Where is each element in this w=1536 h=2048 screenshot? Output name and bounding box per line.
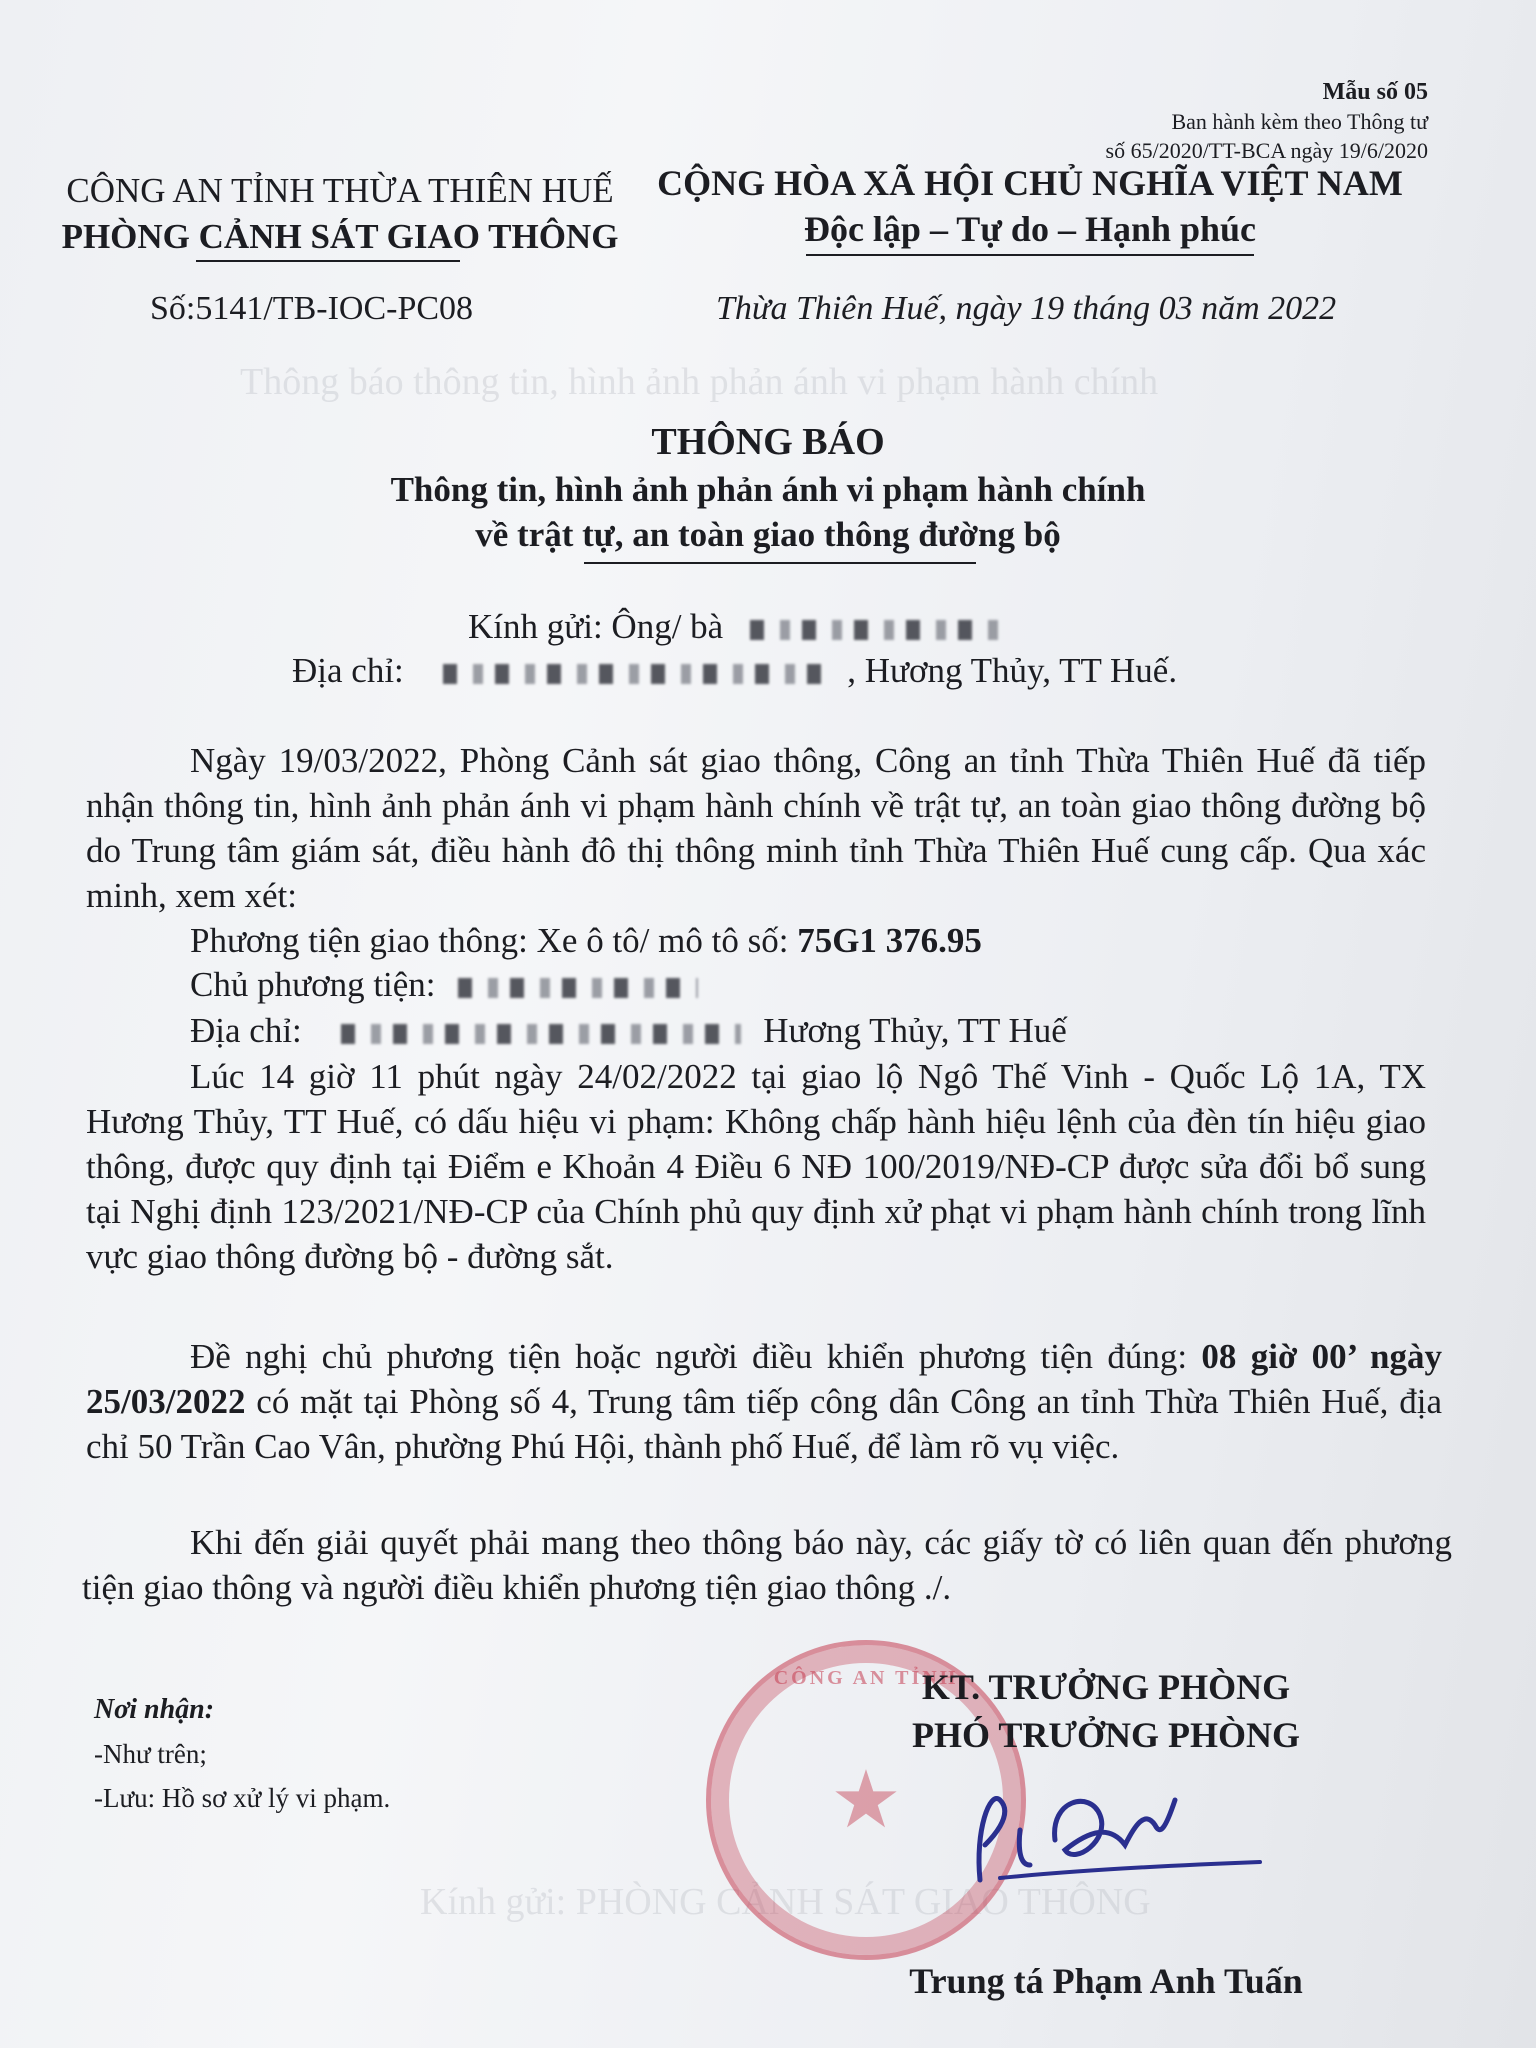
- signer-title-1: KT. TRƯỞNG PHÒNG: [921, 1667, 1291, 1707]
- document-number: Số:5141/TB-IOC-PC08: [150, 290, 474, 327]
- signer-title-2: PHÓ TRƯỞNG PHÒNG: [911, 1715, 1300, 1755]
- owner-address-line: [190, 1008, 1067, 1053]
- recipients-block: [94, 1688, 390, 1820]
- signer-name: Trung tá Phạm Anh Tuấn: [909, 1961, 1303, 2001]
- motto-underline: [806, 254, 1254, 256]
- redacted-owner: [458, 978, 698, 998]
- recipients-title: Nơi nhận:: [94, 1694, 215, 1725]
- owner-label: Chủ phương tiện:: [190, 965, 436, 1004]
- nation-motto: Độc lập – Tự do – Hạnh phúc: [803, 209, 1257, 249]
- owner-address-label: Địa chỉ:: [190, 1011, 302, 1050]
- form-circular: số 65/2020/TT-BCA ngày 19/6/2020: [1105, 138, 1428, 163]
- document-subtitle-2: về trật tự, an toàn giao thông đường bộ: [475, 515, 1061, 554]
- recipient-address-line: [292, 648, 1177, 693]
- stamp-star-icon: ★: [830, 1757, 902, 1845]
- summons-start: Đề nghị chủ phương tiện hoặc người điều khiển phương tiện đúng:: [190, 1337, 1188, 1376]
- redacted-owner-address: [341, 1024, 741, 1044]
- vehicle-plate: 75G1 376.95: [797, 921, 982, 960]
- document-subtitle-1: Thông tin, hình ảnh phản ánh vi phạm hành chính: [390, 470, 1146, 509]
- bleed-through-text: Kính gửi: PHÒNG CẢNH SÁT GIAO THÔNG: [420, 1881, 1151, 1923]
- paragraph-violation: Lúc 14 giờ 11 phút ngày 24/02/2022 tại giao lộ Ngô Thế Vinh - Quốc Lộ 1A, TX Hương Thủy, TT Huế, có dấu hiệu vi phạm: Không chấp hành hiệu lệnh của đèn tín hiệu giao thông, được quy định tại Điểm e Khoản 4 Điều 6 NĐ 100/2019/NĐ-CP được sửa đổi bổ sung tại Nghị định 123/2021/NĐ-CP của Chính phủ quy định xử phạt vi phạm hành chính trong lĩnh vực giao thông đường bộ - đường sắt.: [86, 1057, 1426, 1276]
- agency-name: CÔNG AN TỈNH THỪA THIÊN HUẾ: [66, 171, 614, 210]
- redacted-name: [750, 620, 1000, 640]
- owner-line: [190, 962, 698, 1007]
- greeting-label: Kính gửi: Ông/ bà: [468, 607, 724, 646]
- recipients-item: -Như trên;: [94, 1739, 207, 1769]
- department-name: PHÒNG CẢNH SÁT GIAO THÔNG: [61, 217, 619, 256]
- owner-address-tail: Hương Thủy, TT Huế: [763, 1011, 1067, 1050]
- form-reference: [1106, 78, 1428, 165]
- bleed-through-text: Thông báo thông tin, hình ảnh phản ánh vi phạm hành chính: [240, 361, 1159, 403]
- redacted-address: [443, 664, 833, 684]
- document-title: THÔNG BÁO: [651, 421, 885, 463]
- agency-header: [40, 168, 640, 260]
- vehicle-label: Phương tiện giao thông: Xe ô tô/ mô tô số:: [190, 921, 789, 960]
- recipients-item: -Lưu: Hồ sơ xử lý vi phạm.: [94, 1783, 391, 1813]
- paragraph-summons: [86, 1334, 1442, 1469]
- summons-time: 08 giờ 00’ ngày 25/03/2022: [86, 1337, 1442, 1421]
- handwritten-signature: [960, 1770, 1280, 1900]
- place-date: Thừa Thiên Huế, ngày 19 tháng 03 năm 2022: [716, 290, 1337, 327]
- nation-name: CỘNG HÒA XÃ HỘI CHỦ NGHĨA VIỆT NAM: [657, 163, 1403, 203]
- vehicle-line: [190, 918, 982, 963]
- summons-end: có mặt tại Phòng số 4, Trung tâm tiếp công dân Công an tỉnh Thừa Thiên Huế, địa chỉ 50 Trần Cao Vân, phường Phú Hội, thành phố Huế, để làm rõ vụ việc.: [86, 1382, 1442, 1466]
- address-tail: , Hương Thủy, TT Huế.: [847, 651, 1178, 690]
- greeting-line: [468, 604, 1000, 649]
- paragraph-requirements: Khi đến giải quyết phải mang theo thông báo này, các giấy tờ có liên quan đến phương tiện giao thông và người điều khiển phương tiện giao thông ./.: [82, 1523, 1452, 1607]
- nation-header: [630, 160, 1430, 252]
- title-underline: [584, 562, 976, 564]
- form-number: Mẫu số 05: [1322, 79, 1428, 105]
- paragraph-intro: Ngày 19/03/2022, Phòng Cảnh sát giao thông, Công an tỉnh Thừa Thiên Huế đã tiếp nhận thông tin, hình ảnh phản ánh vi phạm hành chính về trật tự, an toàn giao thông đường bộ do Trung tâm giám sát, điều hành đô thị thông minh tỉnh Thừa Thiên Huế cung cấp. Qua xác minh, xem xét:: [86, 741, 1426, 915]
- stamp-ring-text: CÔNG AN TỈNH: [773, 1667, 959, 1689]
- form-issued-with: Ban hành kèm theo Thông tư: [1171, 109, 1428, 134]
- address-label: Địa chỉ:: [292, 651, 404, 690]
- agency-underline: [196, 260, 460, 262]
